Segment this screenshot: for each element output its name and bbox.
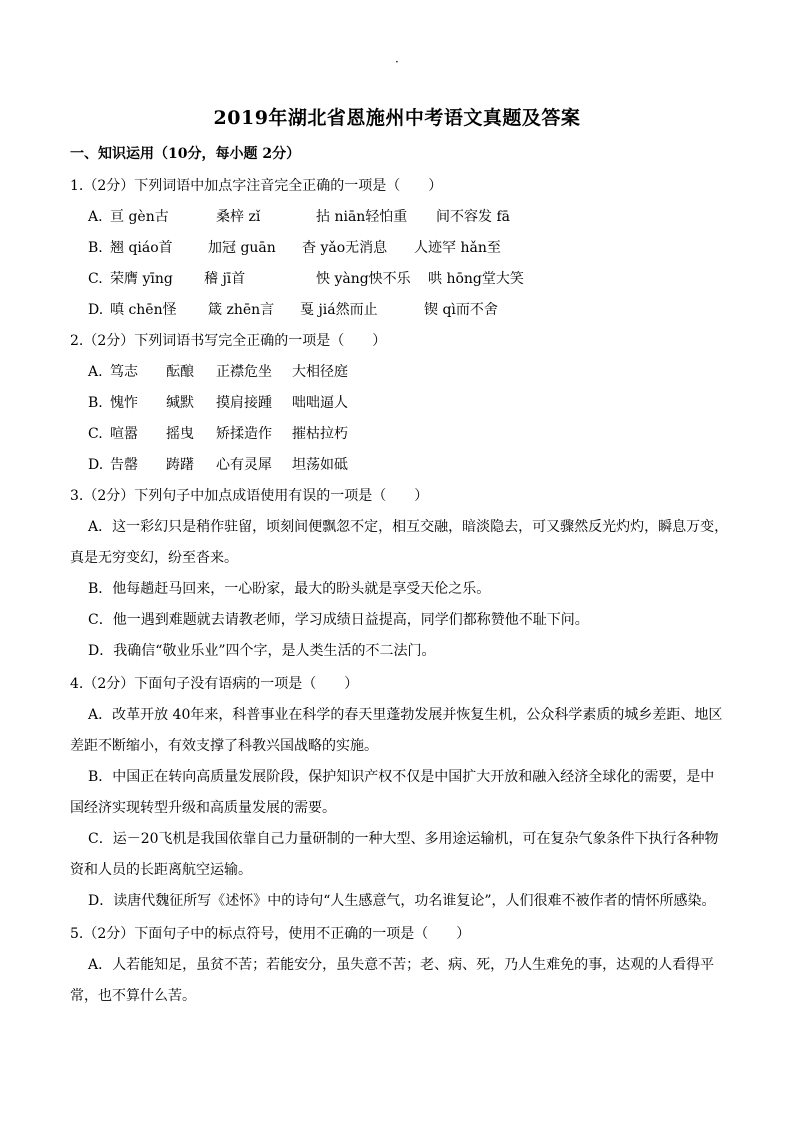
section-heading: 一、知识运用（10分，每小题 2分） [70,146,301,162]
option-item: 桑梓 zǐ [216,209,261,225]
option-item: 杳 yǎo无消息 [302,240,388,256]
option-item: 人迹罕 hǎn至 [414,240,501,256]
option-label: D. [88,457,104,473]
option-label: B. [88,240,103,256]
option-label: B. [88,395,103,411]
option-item: 摸肩接踵 [216,395,272,411]
option-paragraph: B．他每趟赶马回来，一心盼家，最大的盼头就是享受天伦之乐。 [88,581,491,597]
option-paragraph-continued: 差距不断缩小，有效支撑了科教兴国战略的实施。 [70,738,378,754]
option-item: 喧嚣 [110,426,138,442]
option-paragraph: D．读唐代魏征所写《述怀》中的诗句“人生感意气，功名谁复论”，人们很难不被作者的情怀所感染。 [88,893,716,909]
option-item: 愧怍 [110,395,138,411]
option-item: 摇曳 [166,426,194,442]
header-mark: · [395,55,399,69]
question-stem: 4.（2分）下面句子没有语病的一项是（ ） [70,676,359,692]
option-item: 哄 hōng堂大笑 [428,271,524,287]
option-item: 荣膺 yīng [110,271,173,287]
option-label: A. [88,364,103,380]
option-item: 告罄 [110,457,138,473]
question-stem: 2.（2分）下列词语书写完全正确的一项是（ ） [70,333,387,349]
option-paragraph: C．运－20飞机是我国依靠自己力量研制的一种大型、多用途运输机，可在复杂气象条件下执行各种物 [88,831,719,847]
option-paragraph-continued: 国经济实现转型升级和高质量发展的需要。 [70,800,336,816]
option-item: 踌躇 [166,457,194,473]
option-item: 亘 gèn古 [110,209,169,225]
option-item: 摧枯拉朽 [292,426,348,442]
option-item: 箴 zhēn言 [208,302,275,318]
question-stem: 3.（2分）下列句子中加点成语使用有误的一项是（ ） [70,488,429,504]
option-item: 酝酿 [166,364,194,380]
option-paragraph: D．我确信“敬业乐业”四个字，是人类生活的不二法门。 [88,643,436,659]
option-item: 坦荡如砥 [292,457,348,473]
option-label: C. [88,271,103,287]
option-item: 笃志 [110,364,138,380]
option-paragraph: C．他一遇到难题就去请教老师，学习成绩日益提高，同学们都称赞他不耻下问。 [88,612,589,628]
option-item: 怏 yàng怏不乐 [316,271,411,287]
question-stem: 1.（2分）下列词语中加点字注音完全正确的一项是（ ） [70,178,443,194]
option-paragraph: B．中国正在转向高质量发展阶段，保护知识产权不仅是中国扩大开放和融入经济全球化的需要，是中 [88,769,715,785]
option-paragraph-continued: 真是无穷变幻，纷至沓来。 [70,550,238,566]
option-item: 拈 niān轻怕重 [316,209,408,225]
option-paragraph: A．人若能知足，虽贫不苦；若能安分，虽失意不苦；老、病、死，乃人生难免的事，达观的人看得平 [88,957,715,973]
option-item: 锲 qì而不舍 [424,302,498,318]
option-item: 嗔 chēn怪 [110,302,177,318]
option-paragraph: A．改革开放 40年来，科普事业在科学的春天里蓬勃发展并恢复生机，公众科学素质的城乡差距、地区 [88,707,723,723]
option-item: 戛 jiá然而止 [300,302,378,318]
option-label: C. [88,426,103,442]
option-paragraph-continued: 资和人员的长距离航空运输。 [70,862,252,878]
page-title: 2019年湖北省恩施州中考语文真题及答案 [213,107,581,129]
option-item: 咄咄逼人 [292,395,348,411]
option-label: D. [88,302,104,318]
option-paragraph-continued: 常，也不算什么苦。 [70,988,196,1004]
option-item: 稽 jī首 [204,271,246,287]
question-stem: 5.（2分）下面句子中的标点符号，使用不正确的一项是（ ） [70,926,471,942]
option-item: 间不容发 fā [436,209,510,225]
option-item: 大相径庭 [292,364,348,380]
option-item: 加冠 guān [208,240,276,256]
option-item: 矫揉造作 [216,426,272,442]
option-item: 缄默 [166,395,194,411]
option-item: 心有灵犀 [216,457,272,473]
option-label: A. [88,209,103,225]
option-item: 正襟危坐 [216,364,272,380]
option-paragraph: A．这一彩幻只是稍作驻留，顷刻间便飘忽不定，相互交融，暗淡隐去，可又骤然反光灼灼，瞬息万变， [88,519,729,535]
option-item: 翘 qiáo首 [110,240,173,256]
